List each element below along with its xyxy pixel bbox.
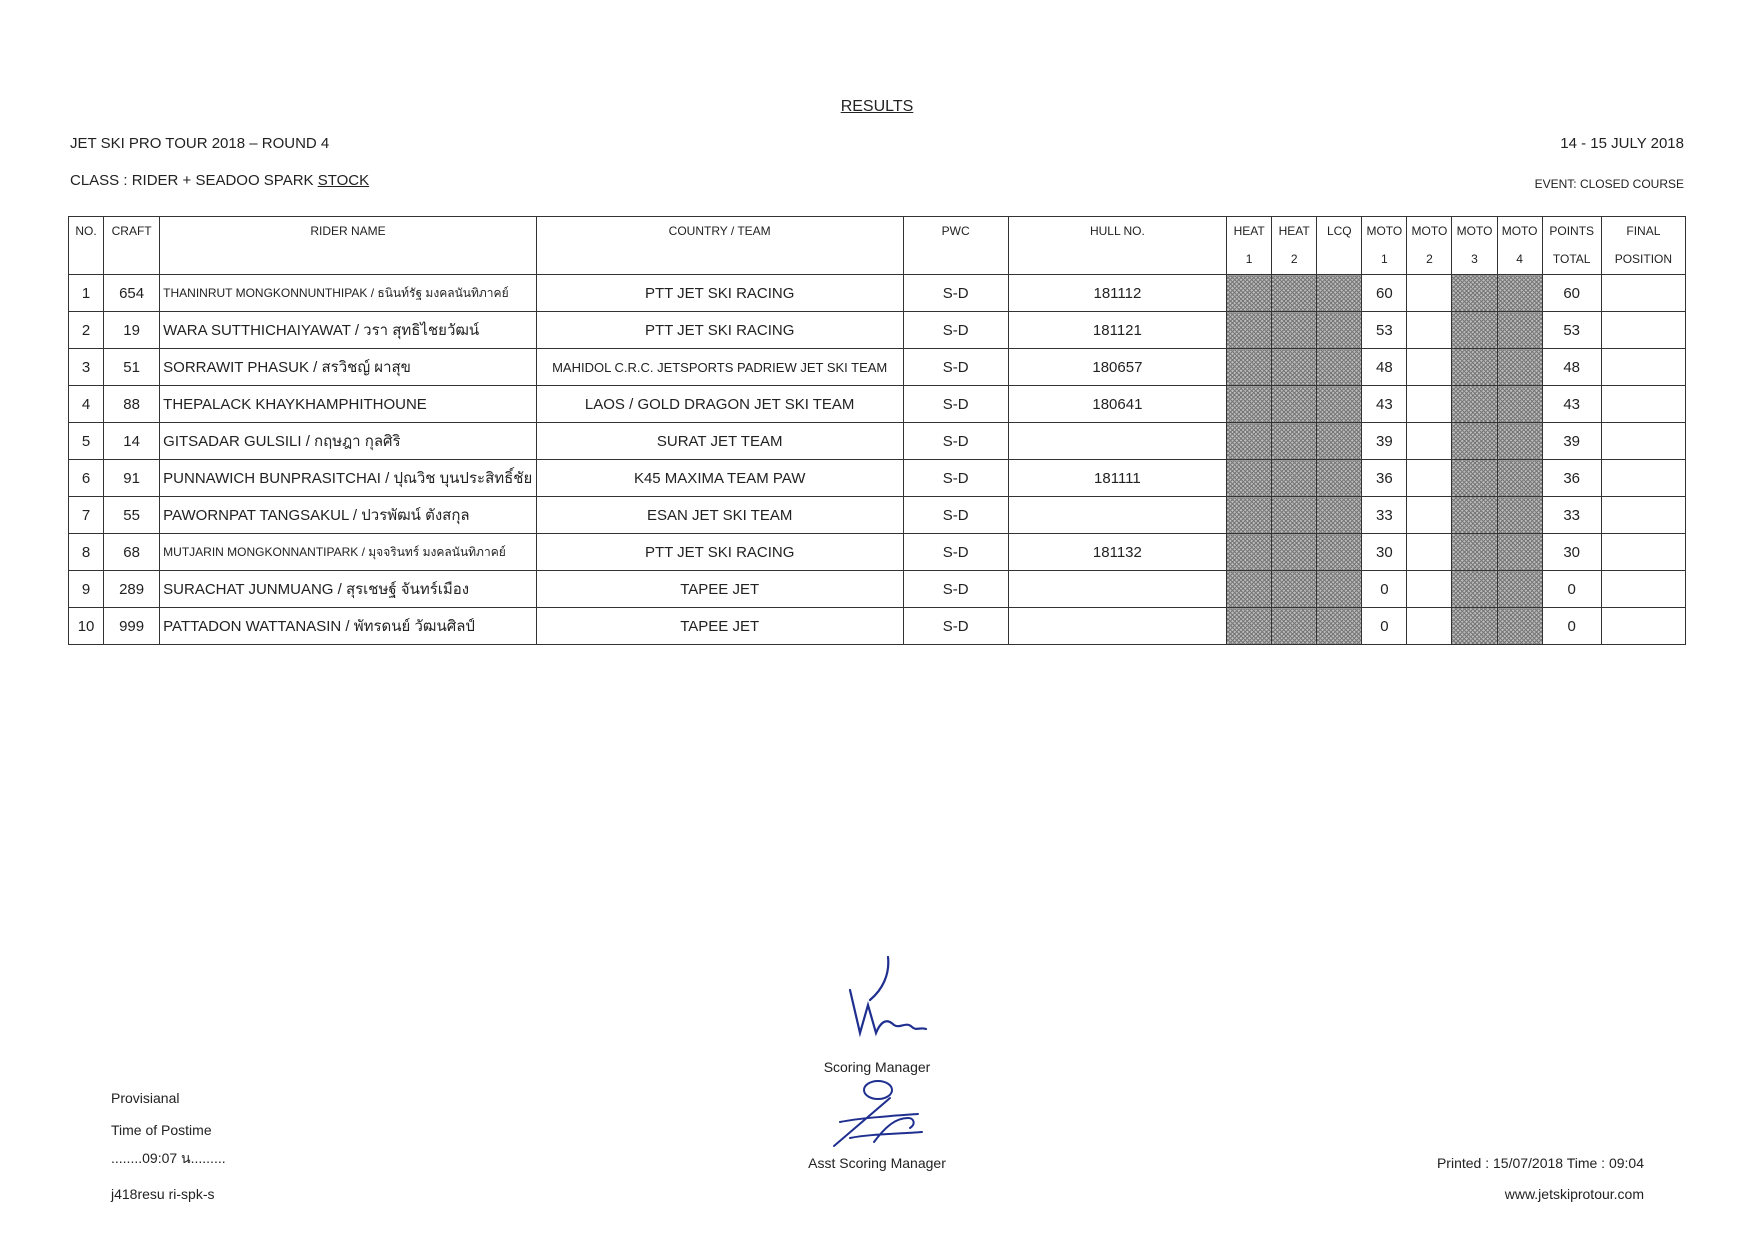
- cell-team: ESAN JET SKI TEAM: [536, 497, 903, 534]
- asst-scoring-manager-signature: [830, 1078, 930, 1150]
- cell-hull: 180657: [1008, 349, 1226, 386]
- cell-total: 0: [1542, 608, 1601, 645]
- cell-moto3: [1452, 497, 1497, 534]
- cell-lcq: [1317, 386, 1362, 423]
- cell-moto1: 60: [1362, 275, 1407, 312]
- cell-lcq: [1317, 497, 1362, 534]
- cell-moto1: 0: [1362, 571, 1407, 608]
- scoring-manager-label: Scoring Manager: [823, 1059, 931, 1075]
- cell-hull: 181111: [1008, 460, 1226, 497]
- cell-moto4: [1497, 534, 1542, 571]
- cell-rider: MUTJARIN MONGKONNANTIPARK / มุจจรินทร์ มงคลนันทิภาคย์: [160, 534, 537, 571]
- event-dates: 14 - 15 JULY 2018: [1560, 135, 1684, 152]
- cell-moto4: [1497, 608, 1542, 645]
- table-row: [69, 386, 1686, 423]
- cell-rider: WARA SUTTHICHAIYAWAT / วรา สุทธิไชยวัฒน์: [160, 312, 537, 349]
- cell-pwc: S-D: [903, 497, 1008, 534]
- cell-moto4: [1497, 312, 1542, 349]
- cell-team: PTT JET SKI RACING: [536, 534, 903, 571]
- cell-pwc: S-D: [903, 460, 1008, 497]
- cell-team: PTT JET SKI RACING: [536, 275, 903, 312]
- cell-lcq: [1317, 312, 1362, 349]
- cell-team: SURAT JET TEAM: [536, 423, 903, 460]
- cell-rider: SORRAWIT PHASUK / สรวิชญ์ ผาสุข: [160, 349, 537, 386]
- cell-team: TAPEE JET: [536, 608, 903, 645]
- cell-lcq: [1317, 460, 1362, 497]
- cell-moto3: [1452, 349, 1497, 386]
- cell-pwc: S-D: [903, 423, 1008, 460]
- cell-total: 39: [1542, 423, 1601, 460]
- cell-heat1: [1227, 571, 1272, 608]
- cell-total: 60: [1542, 275, 1601, 312]
- cell-moto1: 48: [1362, 349, 1407, 386]
- table-row: [69, 460, 1686, 497]
- cell-moto3: [1452, 608, 1497, 645]
- cell-team: PTT JET SKI RACING: [536, 312, 903, 349]
- col-craft: CRAFT: [104, 217, 160, 275]
- cell-pwc: S-D: [903, 349, 1008, 386]
- table-row: [69, 349, 1686, 386]
- cell-moto3: [1452, 386, 1497, 423]
- cell-no: 9: [69, 571, 104, 608]
- cell-moto4: [1497, 275, 1542, 312]
- cell-rider: GITSADAR GULSILI / กฤษฎา กุลศิริ: [160, 423, 537, 460]
- cell-craft: 19: [104, 312, 160, 349]
- cell-craft: 68: [104, 534, 160, 571]
- cell-craft: 55: [104, 497, 160, 534]
- cell-final-position: [1601, 534, 1685, 571]
- col-rider: RIDER NAME: [160, 217, 537, 275]
- cell-heat1: [1227, 349, 1272, 386]
- col-heat1: HEAT 1: [1227, 217, 1272, 275]
- cell-moto3: [1452, 534, 1497, 571]
- website: www.jetskiprotour.com: [1504, 1186, 1644, 1202]
- col-heat2: HEAT 2: [1272, 217, 1317, 275]
- cell-heat2: [1272, 312, 1317, 349]
- cell-moto3: [1452, 423, 1497, 460]
- class-emphasis: STOCK: [317, 172, 370, 189]
- col-moto4: MOTO 4: [1497, 217, 1542, 275]
- cell-no: 6: [69, 460, 104, 497]
- cell-heat1: [1227, 497, 1272, 534]
- cell-moto1: 53: [1362, 312, 1407, 349]
- cell-rider: THEPALACK KHAYKHAMPHITHOUNE: [160, 386, 537, 423]
- cell-heat1: [1227, 534, 1272, 571]
- cell-final-position: [1601, 349, 1685, 386]
- printed-timestamp: Printed : 15/07/2018 Time : 09:04: [1436, 1155, 1644, 1171]
- col-moto1: MOTO 1: [1362, 217, 1407, 275]
- cell-no: 4: [69, 386, 104, 423]
- results-table: [68, 216, 1686, 645]
- cell-heat2: [1272, 608, 1317, 645]
- cell-total: 48: [1542, 349, 1601, 386]
- cell-moto2: [1407, 275, 1452, 312]
- cell-final-position: [1601, 275, 1685, 312]
- cell-no: 8: [69, 534, 104, 571]
- cell-hull: [1008, 497, 1226, 534]
- cell-moto2: [1407, 571, 1452, 608]
- cell-heat1: [1227, 608, 1272, 645]
- cell-hull: [1008, 423, 1226, 460]
- cell-heat1: [1227, 275, 1272, 312]
- cell-heat2: [1272, 275, 1317, 312]
- cell-pwc: S-D: [903, 275, 1008, 312]
- cell-lcq: [1317, 571, 1362, 608]
- col-moto3: MOTO 3: [1452, 217, 1497, 275]
- cell-pwc: S-D: [903, 608, 1008, 645]
- col-team: COUNTRY / TEAM: [536, 217, 903, 275]
- cell-craft: 88: [104, 386, 160, 423]
- cell-no: 3: [69, 349, 104, 386]
- cell-total: 43: [1542, 386, 1601, 423]
- cell-moto4: [1497, 497, 1542, 534]
- postime-value: ........09:07 น.........: [111, 1150, 226, 1166]
- cell-rider: THANINRUT MONGKONNUNTHIPAK / ธนินท์รัฐ มงคลนันทิภาคย์: [160, 275, 537, 312]
- cell-hull: 181112: [1008, 275, 1226, 312]
- cell-craft: 654: [104, 275, 160, 312]
- provisional-label: Provisianal: [111, 1090, 180, 1106]
- cell-team: MAHIDOL C.R.C. JETSPORTS PADRIEW JET SKI TEAM: [536, 349, 903, 386]
- event-type: EVENT: CLOSED COURSE: [1534, 177, 1684, 191]
- class-prefix: CLASS : RIDER + SEADOO SPARK: [70, 172, 318, 189]
- cell-hull: [1008, 608, 1226, 645]
- table-row: [69, 608, 1686, 645]
- cell-moto4: [1497, 386, 1542, 423]
- cell-final-position: [1601, 312, 1685, 349]
- cell-no: 2: [69, 312, 104, 349]
- scoring-manager-signature: [820, 955, 930, 1050]
- cell-moto4: [1497, 460, 1542, 497]
- class-label: [70, 172, 369, 189]
- cell-heat2: [1272, 349, 1317, 386]
- table-row: [69, 534, 1686, 571]
- cell-lcq: [1317, 534, 1362, 571]
- cell-hull: [1008, 571, 1226, 608]
- event-name: JET SKI PRO TOUR 2018 – ROUND 4: [70, 135, 330, 152]
- page-title: RESULTS: [840, 98, 914, 115]
- cell-heat1: [1227, 312, 1272, 349]
- cell-final-position: [1601, 423, 1685, 460]
- col-hull: HULL NO.: [1008, 217, 1226, 275]
- cell-rider: SURACHAT JUNMUANG / สุรเชษฐ์ จันทร์เมือง: [160, 571, 537, 608]
- cell-no: 1: [69, 275, 104, 312]
- cell-moto4: [1497, 423, 1542, 460]
- cell-moto2: [1407, 497, 1452, 534]
- cell-pwc: S-D: [903, 386, 1008, 423]
- cell-moto2: [1407, 312, 1452, 349]
- cell-craft: 14: [104, 423, 160, 460]
- asst-scoring-manager-label: Asst Scoring Manager: [808, 1155, 946, 1171]
- cell-moto3: [1452, 460, 1497, 497]
- cell-total: 0: [1542, 571, 1601, 608]
- cell-moto3: [1452, 571, 1497, 608]
- table-row: [69, 275, 1686, 312]
- table-row: [69, 423, 1686, 460]
- cell-rider: PAWORNPAT TANGSAKUL / ปวรพัฒน์ ตังสกุล: [160, 497, 537, 534]
- col-final-position: FINAL POSITION: [1601, 217, 1685, 275]
- cell-pwc: S-D: [903, 312, 1008, 349]
- cell-final-position: [1601, 608, 1685, 645]
- table-row: [69, 312, 1686, 349]
- cell-moto1: 33: [1362, 497, 1407, 534]
- cell-heat2: [1272, 534, 1317, 571]
- cell-moto2: [1407, 534, 1452, 571]
- cell-heat1: [1227, 386, 1272, 423]
- cell-moto1: 30: [1362, 534, 1407, 571]
- cell-total: 30: [1542, 534, 1601, 571]
- cell-moto2: [1407, 423, 1452, 460]
- cell-final-position: [1601, 460, 1685, 497]
- cell-moto1: 39: [1362, 423, 1407, 460]
- cell-moto4: [1497, 349, 1542, 386]
- cell-pwc: S-D: [903, 534, 1008, 571]
- cell-hull: 181132: [1008, 534, 1226, 571]
- col-lcq: LCQ: [1317, 217, 1362, 275]
- cell-team: TAPEE JET: [536, 571, 903, 608]
- cell-team: K45 MAXIMA TEAM PAW: [536, 460, 903, 497]
- cell-lcq: [1317, 423, 1362, 460]
- cell-no: 5: [69, 423, 104, 460]
- table-header-row: [69, 217, 1686, 275]
- cell-final-position: [1601, 497, 1685, 534]
- cell-rider: PUNNAWICH BUNPRASITCHAI / ปุณวิช บุนประสิทธิ์ชัย: [160, 460, 537, 497]
- cell-team: LAOS / GOLD DRAGON JET SKI TEAM: [536, 386, 903, 423]
- cell-moto1: 43: [1362, 386, 1407, 423]
- cell-lcq: [1317, 349, 1362, 386]
- cell-craft: 91: [104, 460, 160, 497]
- table-row: [69, 497, 1686, 534]
- cell-moto3: [1452, 275, 1497, 312]
- cell-heat1: [1227, 460, 1272, 497]
- file-code: j418resu ri-spk-s: [111, 1186, 215, 1202]
- cell-rider: PATTADON WATTANASIN / พัทรดนย์ วัฒนศิลป์: [160, 608, 537, 645]
- cell-heat2: [1272, 460, 1317, 497]
- time-of-postime-label: Time of Postime: [111, 1122, 212, 1138]
- cell-moto2: [1407, 608, 1452, 645]
- cell-final-position: [1601, 571, 1685, 608]
- cell-craft: 51: [104, 349, 160, 386]
- cell-heat2: [1272, 423, 1317, 460]
- cell-no: 10: [69, 608, 104, 645]
- cell-heat2: [1272, 497, 1317, 534]
- cell-total: 33: [1542, 497, 1601, 534]
- cell-moto1: 36: [1362, 460, 1407, 497]
- cell-moto3: [1452, 312, 1497, 349]
- cell-moto2: [1407, 460, 1452, 497]
- col-pwc: PWC: [903, 217, 1008, 275]
- cell-no: 7: [69, 497, 104, 534]
- cell-moto2: [1407, 349, 1452, 386]
- cell-total: 53: [1542, 312, 1601, 349]
- cell-moto4: [1497, 571, 1542, 608]
- cell-final-position: [1601, 386, 1685, 423]
- cell-lcq: [1317, 608, 1362, 645]
- cell-craft: 289: [104, 571, 160, 608]
- col-points-total: POINTS TOTAL: [1542, 217, 1601, 275]
- cell-craft: 999: [104, 608, 160, 645]
- cell-heat1: [1227, 423, 1272, 460]
- cell-heat2: [1272, 571, 1317, 608]
- cell-moto2: [1407, 386, 1452, 423]
- cell-pwc: S-D: [903, 571, 1008, 608]
- table-row: [69, 571, 1686, 608]
- cell-hull: 181121: [1008, 312, 1226, 349]
- cell-heat2: [1272, 386, 1317, 423]
- cell-total: 36: [1542, 460, 1601, 497]
- cell-lcq: [1317, 275, 1362, 312]
- cell-hull: 180641: [1008, 386, 1226, 423]
- cell-moto1: 0: [1362, 608, 1407, 645]
- col-no: NO.: [69, 217, 104, 275]
- col-moto2: MOTO 2: [1407, 217, 1452, 275]
